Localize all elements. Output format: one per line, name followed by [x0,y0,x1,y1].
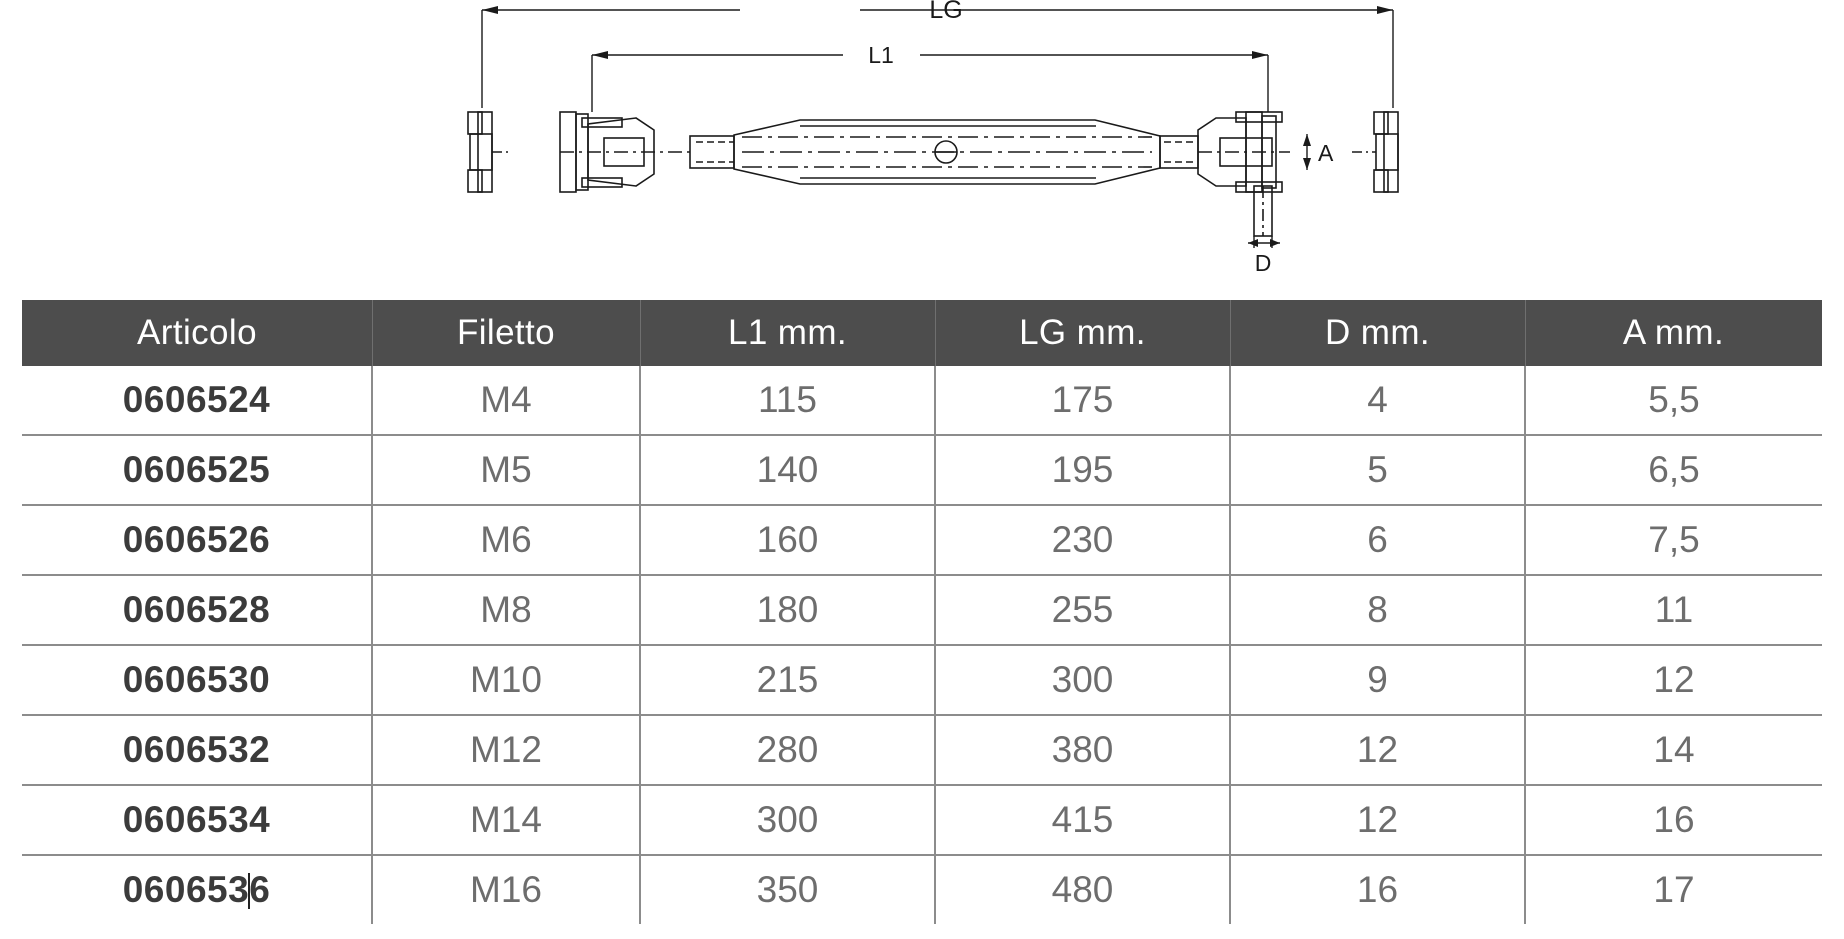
column-header-articolo: Articolo [22,300,372,366]
cell-filetto[interactable]: M6 [372,505,640,575]
cell-d[interactable]: 4 [1230,366,1525,435]
cell-l1[interactable]: 160 [640,505,935,575]
label-l1: L1 [868,42,894,68]
table-row[interactable] [22,505,1822,575]
cell-lg[interactable]: 230 [935,505,1230,575]
cell-l1[interactable]: 350 [640,855,935,924]
left-pin-detail [468,112,508,192]
cell-a[interactable]: 16 [1525,785,1822,855]
cell-lg[interactable]: 255 [935,575,1230,645]
technical-drawing [0,0,1844,285]
cell-a[interactable]: 12 [1525,645,1822,715]
cell-filetto[interactable]: M14 [372,785,640,855]
cell-l1[interactable]: 215 [640,645,935,715]
cell-lg[interactable]: 380 [935,715,1230,785]
table-row[interactable] [22,575,1822,645]
table-header-row [22,300,1822,366]
column-header-d: D mm. [1230,300,1525,366]
cell-articolo-editing[interactable] [22,855,372,924]
column-header-a: A mm. [1525,300,1822,366]
table-row[interactable] [22,366,1822,435]
table-body [22,366,1822,924]
cell-articolo[interactable]: 0606525 [22,435,372,505]
cell-a[interactable]: 11 [1525,575,1822,645]
table-row[interactable] [22,855,1822,924]
left-jaw [560,112,690,192]
right-thread [1160,136,1198,168]
cell-filetto[interactable]: M10 [372,645,640,715]
cell-a[interactable]: 14 [1525,715,1822,785]
cell-a[interactable]: 17 [1525,855,1822,924]
cell-l1[interactable]: 280 [640,715,935,785]
dimension-a [1303,134,1311,170]
table-row[interactable] [22,715,1822,785]
column-header-lg: LG mm. [935,300,1230,366]
cell-lg[interactable]: 415 [935,785,1230,855]
column-header-l1: L1 mm. [640,300,935,366]
cell-l1[interactable]: 140 [640,435,935,505]
table-row[interactable] [22,435,1822,505]
specification-table-wrapper [22,300,1822,924]
cell-a[interactable]: 5,5 [1525,366,1822,435]
cell-d[interactable]: 16 [1230,855,1525,924]
cell-d[interactable]: 5 [1230,435,1525,505]
cell-articolo-text-before: 060653 [122,869,250,910]
dimension-l1 [592,51,1268,112]
cell-l1[interactable]: 115 [640,366,935,435]
cell-l1[interactable]: 300 [640,785,935,855]
cell-lg[interactable]: 175 [935,366,1230,435]
right-jaw [1198,112,1290,236]
cell-d[interactable]: 6 [1230,505,1525,575]
cell-a[interactable]: 6,5 [1525,435,1822,505]
specification-table [22,300,1822,924]
column-header-filetto: Filetto [372,300,640,366]
cell-lg[interactable]: 480 [935,855,1230,924]
table-row[interactable] [22,645,1822,715]
turnbuckle-body [734,120,1160,184]
cell-a[interactable]: 7,5 [1525,505,1822,575]
cell-filetto[interactable]: M12 [372,715,640,785]
cell-articolo-text-after: 6 [249,869,271,910]
label-lg: LG [929,0,963,24]
cell-articolo[interactable]: 0606530 [22,645,372,715]
table-header [22,300,1822,366]
cell-articolo[interactable]: 0606528 [22,575,372,645]
left-thread [690,136,734,168]
cell-articolo[interactable]: 0606534 [22,785,372,855]
label-d: D [1254,250,1272,276]
cell-d[interactable]: 12 [1230,715,1525,785]
cell-filetto[interactable]: M8 [372,575,640,645]
table-row[interactable] [22,785,1822,855]
cell-d[interactable]: 8 [1230,575,1525,645]
cell-filetto[interactable]: M5 [372,435,640,505]
cell-articolo[interactable]: 0606524 [22,366,372,435]
right-pin-detail [1352,112,1398,192]
cell-d[interactable]: 9 [1230,645,1525,715]
cell-articolo[interactable]: 0606532 [22,715,372,785]
dimension-d [1248,236,1280,248]
cell-lg[interactable]: 195 [935,435,1230,505]
cell-lg[interactable]: 300 [935,645,1230,715]
cell-l1[interactable]: 180 [640,575,935,645]
cell-articolo[interactable]: 0606526 [22,505,372,575]
cell-d[interactable]: 12 [1230,785,1525,855]
label-a: A [1318,140,1334,166]
cell-filetto[interactable]: M16 [372,855,640,924]
cell-filetto[interactable]: M4 [372,366,640,435]
